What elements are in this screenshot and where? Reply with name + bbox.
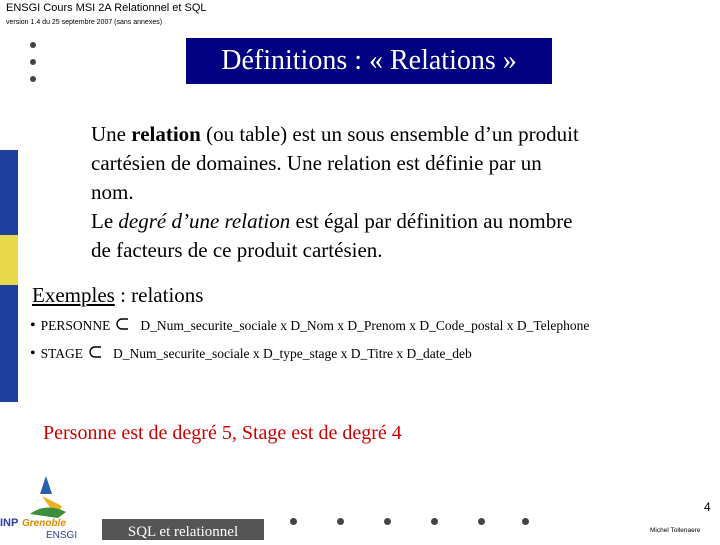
slide-title: Définitions : « Relations » [186, 38, 552, 84]
definition-paragraph [91, 120, 691, 265]
definition-text: est égal par définition au nombre [290, 209, 573, 233]
decorative-dot [384, 518, 391, 525]
example-item-personne [30, 317, 589, 335]
page-number: 4 [704, 500, 711, 514]
definition-line-3: nom. [91, 180, 134, 204]
left-bar-blue-top [0, 150, 18, 235]
relation-name: STAGE [40, 346, 84, 361]
decorative-dot [431, 518, 438, 525]
examples-heading [32, 283, 203, 308]
examples-rest: : relations [114, 283, 204, 307]
svg-text:Grenoble: Grenoble [22, 518, 66, 529]
left-bar-yellow [0, 235, 18, 285]
term-relation: relation [131, 122, 201, 146]
author-name: Michel Tollenaere [650, 527, 701, 534]
footer-label: SQL et relationnel [102, 519, 264, 540]
left-bar-blue-bottom [0, 285, 18, 402]
definition-text: Le [91, 209, 119, 233]
inp-grenoble-logo [0, 472, 100, 540]
decorative-dot [337, 518, 344, 525]
example-item-stage [30, 345, 472, 363]
definition-line-4 [91, 207, 691, 236]
decorative-dot [30, 59, 36, 65]
definition-line-2: cartésien de domaines. Une relation est définie par un [91, 151, 542, 175]
version-line: version 1.4 du 25 septembre 2007 (sans annexes) [6, 19, 163, 26]
term-degree: degré d’une relation [118, 209, 291, 233]
decorative-dot [30, 76, 36, 82]
decorative-dot [522, 518, 529, 525]
svg-text:ENSGI: ENSGI [46, 530, 78, 540]
decorative-dot [30, 42, 36, 48]
relation-name: PERSONNE [40, 318, 111, 333]
bullet-icon: • [30, 317, 36, 334]
examples-label: Exemples [32, 283, 115, 307]
definition-text: (ou table) est un sous ensemble d’un produit [200, 122, 579, 146]
course-header: ENSGI Cours MSI 2A Relationnel et SQL [6, 2, 207, 14]
conclusion-text: Personne est de degré 5, Stage est de degré 4 [43, 422, 402, 444]
svg-text:INP: INP [0, 517, 19, 529]
relation-domains: D_Num_securite_sociale x D_type_stage x D_Titre x D_date_deb [113, 346, 472, 361]
subset-icon [116, 317, 130, 335]
definition-line-1 [91, 120, 691, 149]
subset-icon [89, 345, 103, 363]
definition-text: Une [91, 122, 132, 146]
relation-domains: D_Num_securite_sociale x D_Nom x D_Prenom x D_Code_postal x D_Telephone [140, 318, 590, 333]
bullet-icon: • [30, 345, 36, 362]
decorative-dot [290, 518, 297, 525]
decorative-dot [478, 518, 485, 525]
definition-line-5: de facteurs de ce produit cartésien. [91, 238, 383, 262]
